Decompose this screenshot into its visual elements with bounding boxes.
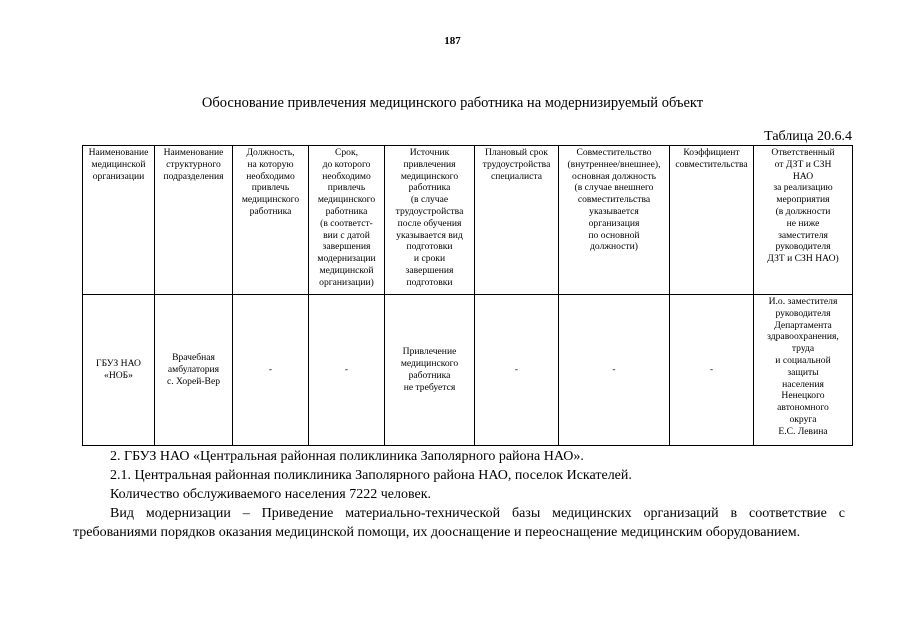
section-heading: 2. ГБУЗ НАО «Центральная районная поликлиника Заполярного района НАО». xyxy=(110,449,584,464)
modernization-description: Вид модернизации – Приведение материально-технической базы медицинских организаций в соответствие с требованиями порядков оказания медицинской помощи, их дооснащение и переоснащение медицинским оборудованием. xyxy=(73,506,845,540)
staffing-table xyxy=(82,145,853,446)
cell-deadline: - xyxy=(309,295,385,446)
cell-planned-date: - xyxy=(475,295,559,446)
table-row xyxy=(83,295,853,446)
header-combination: Совместительство (внутреннее/внешнее), основная должность (в случае внешнего совместительства указывается организация по основной должности) xyxy=(559,146,670,295)
population-count: Количество обслуживаемого населения 7222 человек. xyxy=(110,487,432,502)
header-position: Должность, на которую необходимо привлечь медицинского работника xyxy=(233,146,309,295)
header-source: Источник привлечения медицинского работника (в случае трудоустройства после обучения указывается вид подготовки и сроки завершения подготовки xyxy=(385,146,475,295)
header-organization: Наименование медицинской организации xyxy=(83,146,155,295)
cell-source: Привлечение медицинского работника не требуется xyxy=(385,295,475,446)
cell-subdivision: Врачебная амбулатория с. Хорей-Вер xyxy=(155,295,233,446)
header-coefficient: Коэффициент совместительства xyxy=(670,146,754,295)
cell-position: - xyxy=(233,295,309,446)
cell-responsible: И.о. заместителя руководителя Департамента здравоохранения, труда и социальной защиты населения Ненецкого автономного округа Е.С. Левина xyxy=(754,295,853,446)
subsection-heading: 2.1. Центральная районная поликлиника Заполярного района НАО, поселок Искателей. xyxy=(110,468,632,483)
page-number: 187 xyxy=(444,35,461,47)
cell-coefficient: - xyxy=(670,295,754,446)
document-title: Обоснование привлечения медицинского работника на модернизируемый объект xyxy=(201,95,704,111)
cell-organization: ГБУЗ НАО «НОБ» xyxy=(83,295,155,446)
header-subdivision: Наименование структурного подразделения xyxy=(155,146,233,295)
header-deadline: Срок, до которого необходимо привлечь медицинского работника (в соответст- вии с датой завершения модернизации медицинской организации) xyxy=(309,146,385,295)
table-header-row xyxy=(83,146,853,295)
cell-combination: - xyxy=(559,295,670,446)
table-label: Таблица 20.6.4 xyxy=(764,129,852,144)
header-planned-date: Плановый срок трудоустройства специалиста xyxy=(475,146,559,295)
header-responsible: Ответственный от ДЗТ и СЗН НАО за реализацию мероприятия (в должности не ниже заместителя руководителя ДЗТ и СЗН НАО) xyxy=(754,146,853,295)
